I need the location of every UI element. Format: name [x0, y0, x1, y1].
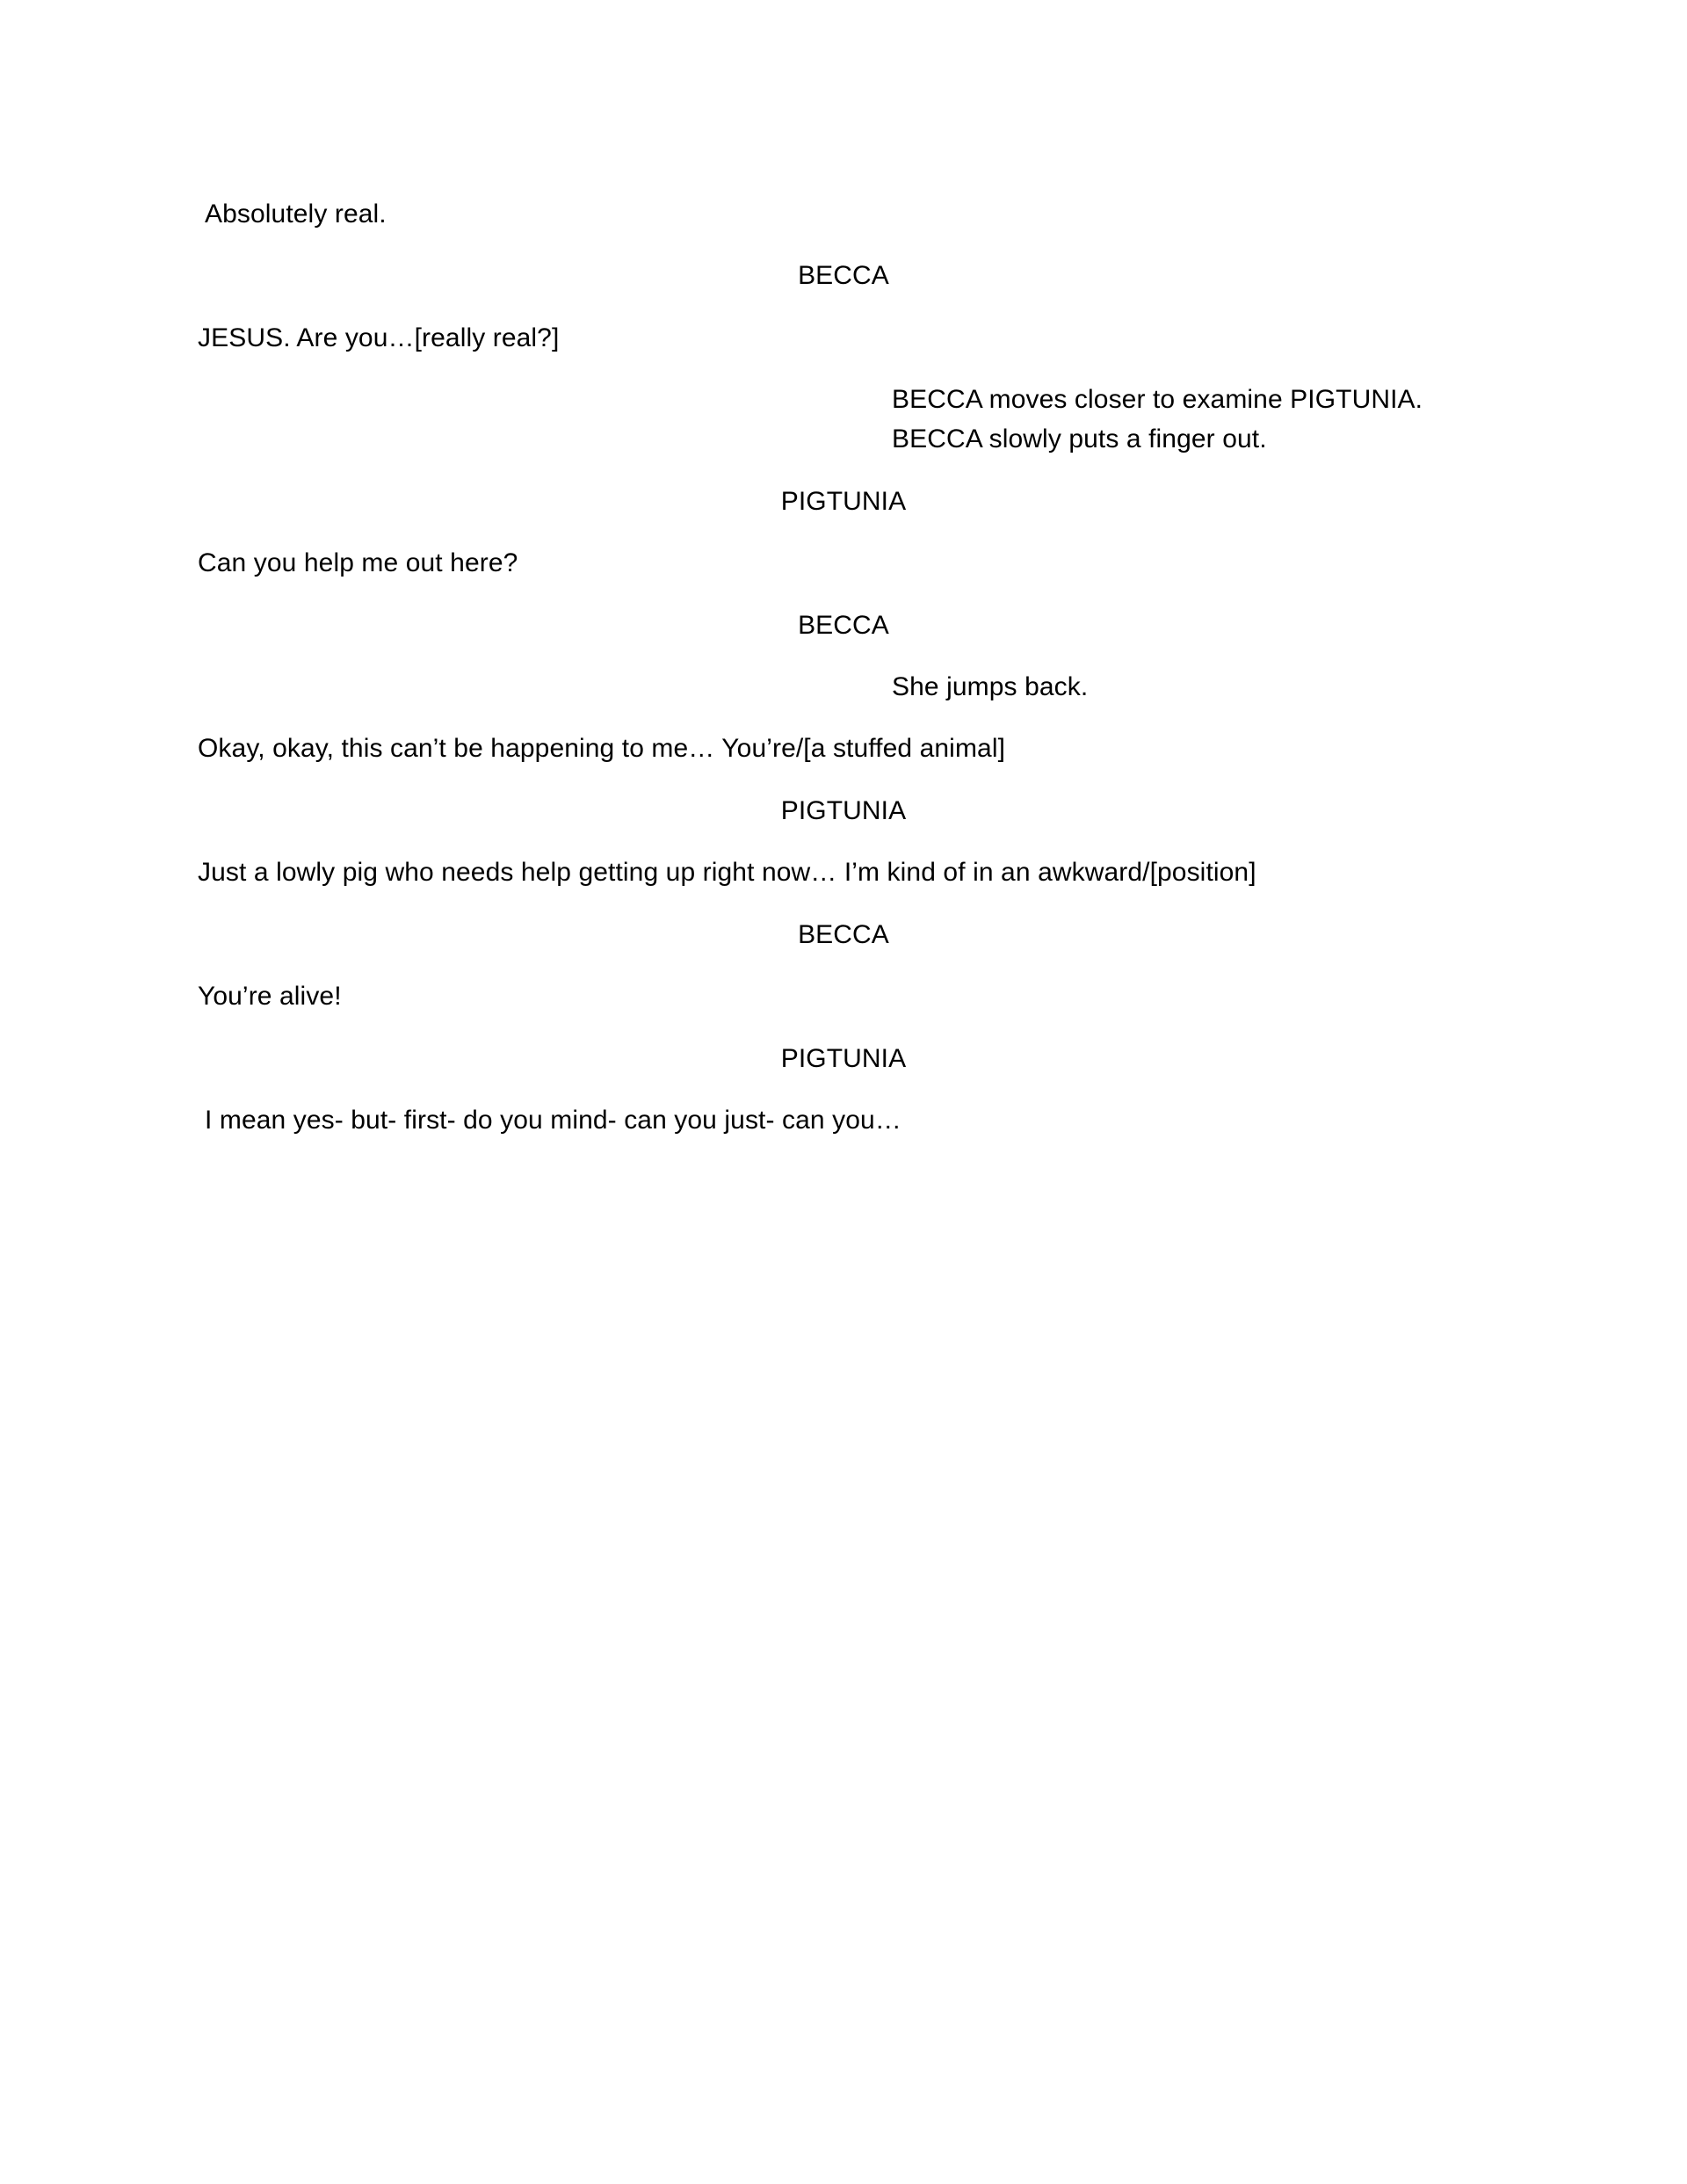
speaker-name: BECCA	[798, 261, 889, 290]
speaker-name: BECCA	[798, 611, 889, 640]
stage-direction: She jumps back.	[892, 672, 1089, 701]
dialogue-line: Can you help me out here?	[198, 548, 518, 577]
speaker-name: BECCA	[798, 920, 889, 949]
dialogue-line: Okay, okay, this can’t be happening to me… You’re/[a stuffed animal]	[198, 734, 1006, 763]
speaker-name: PIGTUNIA	[780, 796, 907, 825]
dialogue-line: JESUS. Are you…[really real?]	[198, 323, 560, 352]
dialogue-line: Absolutely real.	[205, 200, 387, 229]
dialogue-line: I mean yes- but- first- do you mind- can you just- can you…	[205, 1106, 901, 1135]
dialogue-line: Just a lowly pig who needs help getting up right now… I’m kind of in an awkward/[position]	[198, 858, 1256, 887]
speaker-name: PIGTUNIA	[780, 1044, 907, 1073]
stage-direction: BECCA moves closer to examine PIGTUNIA.	[892, 385, 1423, 414]
speaker-name: PIGTUNIA	[780, 487, 907, 516]
dialogue-line: You’re alive!	[198, 982, 342, 1011]
stage-direction: BECCA slowly puts a finger out.	[892, 424, 1267, 453]
